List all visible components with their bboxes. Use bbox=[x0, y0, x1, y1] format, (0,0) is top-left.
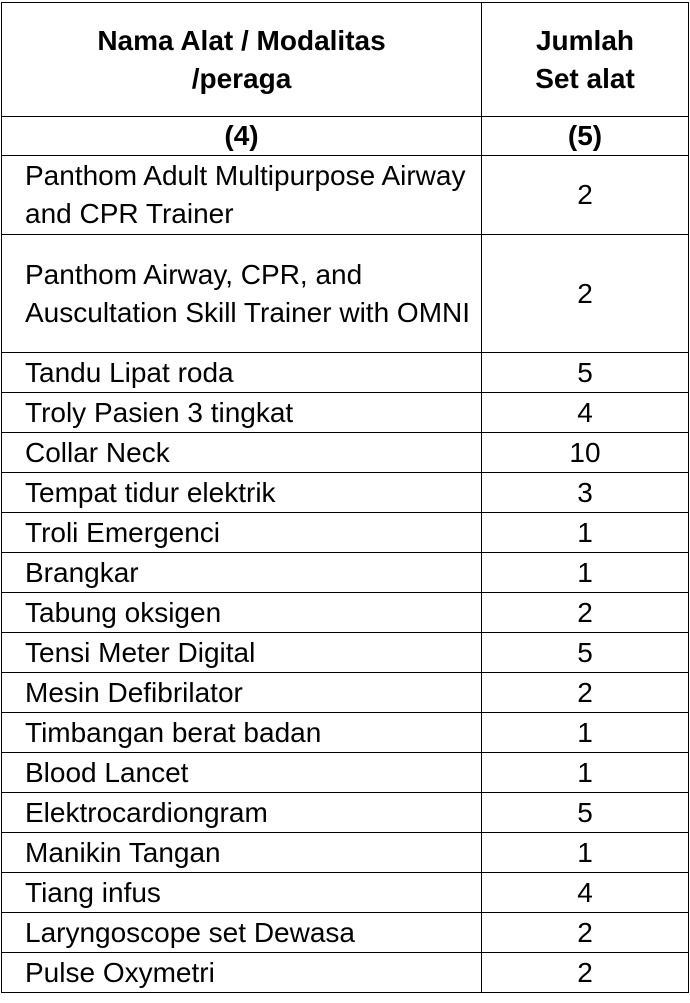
equipment-name: Tandu Lipat roda bbox=[2, 353, 482, 393]
table-row bbox=[2, 673, 689, 713]
equipment-name: Tempat tidur elektrik bbox=[2, 473, 482, 513]
equipment-name: Timbangan berat badan bbox=[2, 713, 482, 753]
equipment-name: Pulse Oxymetri bbox=[2, 953, 482, 993]
equipment-quantity: 2 bbox=[482, 156, 689, 235]
equipment-quantity: 2 bbox=[482, 593, 689, 633]
table-row bbox=[2, 633, 689, 673]
header-name-cell bbox=[2, 3, 482, 117]
table-row bbox=[2, 235, 689, 353]
equipment-name: Troly Pasien 3 tingkat bbox=[2, 393, 482, 433]
header-name-line2: /peraga bbox=[191, 62, 292, 94]
table-row bbox=[2, 473, 689, 513]
equipment-quantity: 3 bbox=[482, 473, 689, 513]
equipment-quantity: 4 bbox=[482, 873, 689, 913]
equipment-name: Panthom Airway, CPR, and Auscultation Skill Trainer with OMNI bbox=[2, 235, 482, 353]
equipment-name: Tabung oksigen bbox=[2, 593, 482, 633]
equipment-name: Manikin Tangan bbox=[2, 833, 482, 873]
column-number-qty: (5) bbox=[482, 117, 689, 156]
equipment-quantity: 4 bbox=[482, 393, 689, 433]
column-number-name: (4) bbox=[2, 117, 482, 156]
table-row bbox=[2, 353, 689, 393]
table-row bbox=[2, 833, 689, 873]
table-row bbox=[2, 913, 689, 953]
table-row bbox=[2, 713, 689, 753]
equipment-quantity: 2 bbox=[482, 235, 689, 353]
equipment-name: Tensi Meter Digital bbox=[2, 633, 482, 673]
table-row bbox=[2, 433, 689, 473]
table-row bbox=[2, 156, 689, 235]
header-qty-line1: Jumlah bbox=[535, 24, 635, 56]
equipment-quantity: 1 bbox=[482, 513, 689, 553]
equipment-quantity: 1 bbox=[482, 833, 689, 873]
equipment-quantity: 10 bbox=[482, 433, 689, 473]
equipment-quantity: 2 bbox=[482, 913, 689, 953]
equipment-quantity: 5 bbox=[482, 353, 689, 393]
equipment-quantity: 2 bbox=[482, 953, 689, 993]
equipment-name: Tiang infus bbox=[2, 873, 482, 913]
column-number-row bbox=[2, 117, 689, 156]
equipment-quantity: 5 bbox=[482, 793, 689, 833]
header-name-line1: Nama Alat / Modalitas bbox=[97, 24, 386, 56]
equipment-name: Panthom Adult Multipurpose Airway and CPR Trainer bbox=[2, 156, 482, 235]
table-row bbox=[2, 873, 689, 913]
equipment-quantity: 5 bbox=[482, 633, 689, 673]
equipment-quantity: 1 bbox=[482, 753, 689, 793]
table-row bbox=[2, 393, 689, 433]
equipment-name: Laryngoscope set Dewasa bbox=[2, 913, 482, 953]
equipment-table bbox=[1, 2, 689, 993]
header-qty-cell bbox=[482, 3, 689, 117]
table-row bbox=[2, 593, 689, 633]
table-row bbox=[2, 793, 689, 833]
header-row bbox=[2, 3, 689, 117]
table-row bbox=[2, 513, 689, 553]
equipment-name: Brangkar bbox=[2, 553, 482, 593]
equipment-name: Elektrocardiongram bbox=[2, 793, 482, 833]
equipment-name: Collar Neck bbox=[2, 433, 482, 473]
equipment-quantity: 1 bbox=[482, 713, 689, 753]
equipment-quantity: 2 bbox=[482, 673, 689, 713]
equipment-name: Blood Lancet bbox=[2, 753, 482, 793]
table-row bbox=[2, 553, 689, 593]
table-row bbox=[2, 953, 689, 993]
table-row bbox=[2, 753, 689, 793]
header-qty-line2: Set alat bbox=[535, 62, 635, 94]
equipment-name: Troli Emergenci bbox=[2, 513, 482, 553]
equipment-quantity: 1 bbox=[482, 553, 689, 593]
equipment-name: Mesin Defibrilator bbox=[2, 673, 482, 713]
